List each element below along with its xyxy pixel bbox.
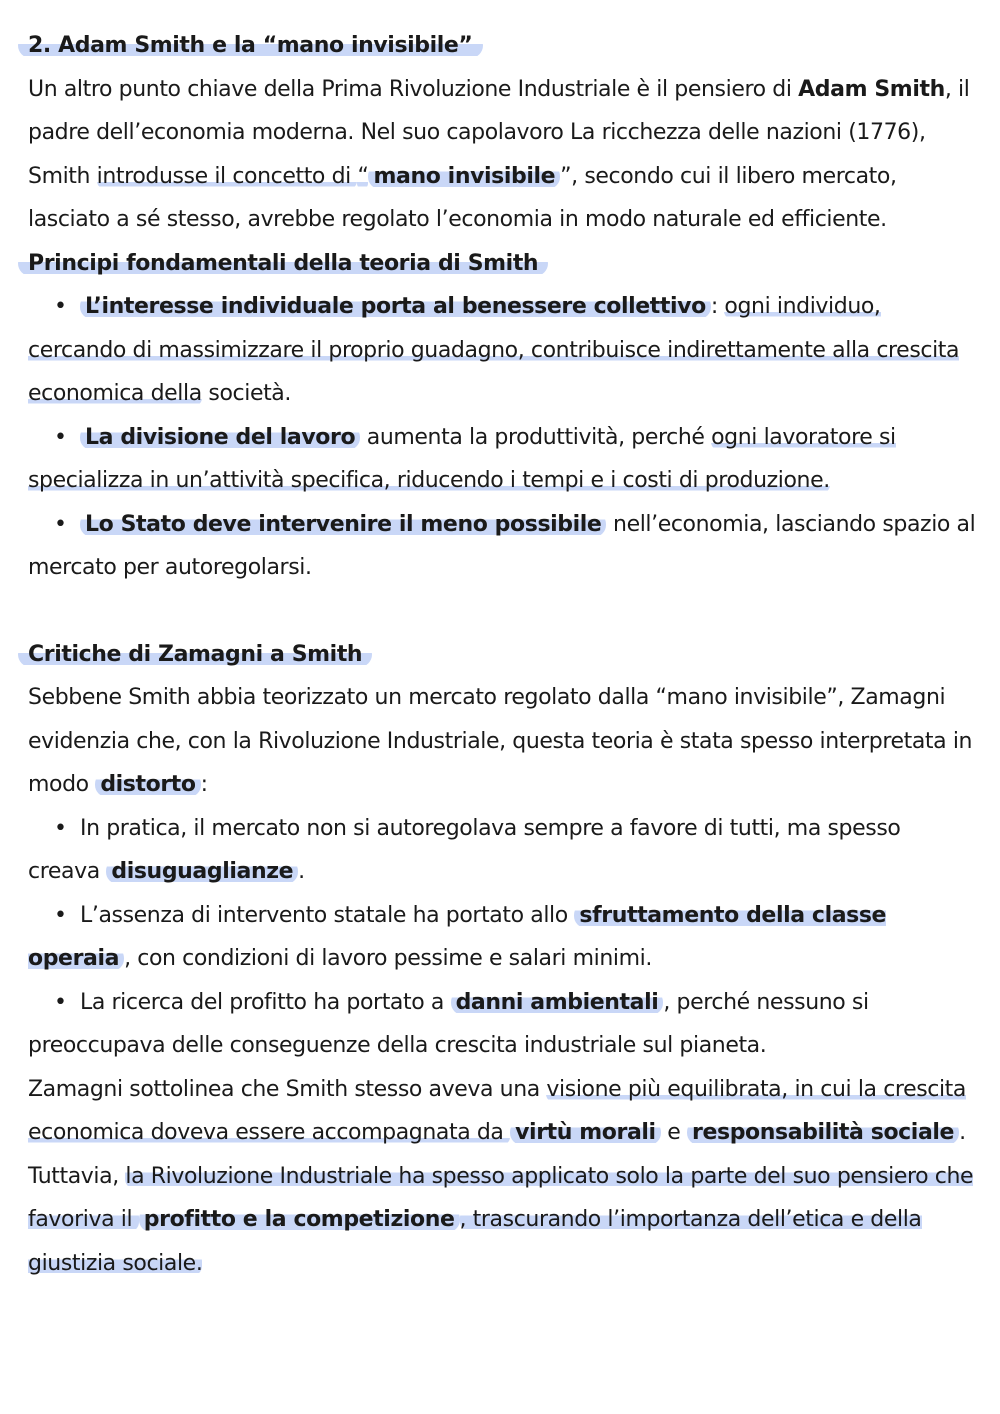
bullet-icon: • (54, 294, 67, 319)
principle-2-text-2: ogni lavoratore si specializza in un’attività specifica, riducendo i tempi e i costi di produzione. (28, 424, 896, 493)
highlight-profitto-competizione: profitto e la competizione (139, 1207, 460, 1232)
conclusion-highlighted-2: la Rivoluzione Industriale ha spesso applicato solo la parte del suo pensiero che favoriva il (28, 1163, 974, 1232)
highlight-mano-invisibile: mano invisibile (368, 164, 560, 189)
highlight-danni-ambientali: danni ambientali (451, 990, 664, 1015)
principle-3-text-1: nell’economia, lasciando spazio al mercato per autoregolarsi. (28, 511, 976, 580)
principle-1-text-3: società. (201, 381, 291, 406)
highlight-distorto: distorto (95, 772, 200, 797)
section-title-text: 2. Adam Smith e la “mano invisibile” (18, 33, 483, 58)
bullet-icon: • (54, 424, 67, 450)
quote-open: “ (357, 163, 369, 189)
critiques-heading-text: Critiche di Zamagni a Smith (18, 642, 372, 667)
critiques-heading (28, 633, 978, 677)
conclusion-text-1: Zamagni sottolinea che Smith stesso aveva una (28, 1076, 547, 1102)
conclusion-text-2: e (660, 1120, 688, 1145)
critiques-intro-paragraph (28, 676, 978, 807)
critique-item-2 (28, 894, 978, 981)
critique-item-3 (28, 981, 978, 1068)
bullet-icon: • (54, 815, 67, 841)
critiques-intro-text-1: Sebbene Smith abbia teorizzato un mercato regolato dalla “mano invisibile”, Zamagni evidenzia che, con la Rivoluzione Industriale, questa teoria è stata spesso interpretata in modo (28, 685, 973, 797)
paragraph-spacer (28, 590, 978, 633)
bullet-icon: • (54, 902, 67, 928)
bullet-icon: • (54, 989, 67, 1015)
highlight-disuguaglianze: disuguaglianze (106, 859, 298, 884)
principle-item-1 (28, 285, 978, 416)
intro-text-4: ”, secondo cui il libero mercato, lasciato a sé stesso, avrebbe regolato l’economia in modo naturale ed efficiente. (28, 163, 897, 232)
highlight-interesse-individuale: L’interesse individuale porta al benessere collettivo (80, 294, 711, 319)
highlight-stato-intervenire: Lo Stato deve intervenire il meno possibile (80, 512, 606, 537)
critique-2-text-1: L’assenza di intervento statale ha portato allo (80, 902, 575, 928)
critique-2-text-2: , con condizioni di lavoro pessime e salari minimi. (124, 946, 652, 971)
highlight-divisione-lavoro: La divisione del lavoro (80, 425, 360, 450)
principle-1-text-2: ogni individuo, cercando di massimizzare il proprio guadagno, contribuisce indirettamente alla crescita economica della (28, 294, 960, 406)
intro-text-2: , il padre dell’economia moderna. Nel suo capolavoro La ricchezza delle nazioni (1776), Smith (28, 76, 970, 189)
critique-1-text-1: In pratica, il mercato non si autoregolava sempre a favore di tutti, ma spesso creava (28, 815, 901, 884)
conclusion-underlined-1: visione più equilibrata, in cui la crescita economica doveva essere accompagnata da (28, 1076, 966, 1145)
smith-intro-paragraph (28, 68, 978, 242)
principles-heading-text: Principi fondamentali della teoria di Smith (18, 251, 548, 276)
critique-3-text-2: , perché nessuno si preoccupava delle conseguenze della crescita industriale sul pianeta. (28, 989, 869, 1058)
critique-1-text-2: . (298, 859, 305, 884)
intro-text-1: Un altro punto chiave della Prima Rivoluzione Industriale è il pensiero di (28, 76, 799, 102)
document-page (28, 24, 978, 1285)
critique-3-text-1: La ricerca del profitto ha portato a (80, 989, 451, 1015)
principle-2-text-1: aumenta la produttività, perché (360, 424, 712, 450)
conclusion-highlighted-3: , trascurando l’importanza dell’etica e della giustizia sociale. (28, 1207, 922, 1276)
principle-1-text-1: : (710, 294, 725, 319)
conclusion-text-3: . Tuttavia, (28, 1120, 966, 1189)
highlight-virtu-morali: virtù morali (510, 1120, 661, 1145)
highlight-responsabilita-sociale: responsabilità sociale (687, 1120, 959, 1145)
intro-text-3: introdusse il concetto di (96, 163, 358, 189)
highlight-sfruttamento: sfruttamento della classe operaia (28, 902, 887, 971)
critique-item-1 (28, 807, 978, 894)
principles-heading (28, 242, 978, 286)
adam-smith-name: Adam Smith (798, 76, 945, 102)
section-title (28, 24, 978, 68)
critiques-intro-text-2: : (200, 772, 208, 797)
principle-item-3 (28, 503, 978, 590)
bullet-icon: • (54, 511, 67, 537)
conclusion-paragraph (28, 1068, 978, 1286)
principle-item-2 (28, 416, 978, 503)
